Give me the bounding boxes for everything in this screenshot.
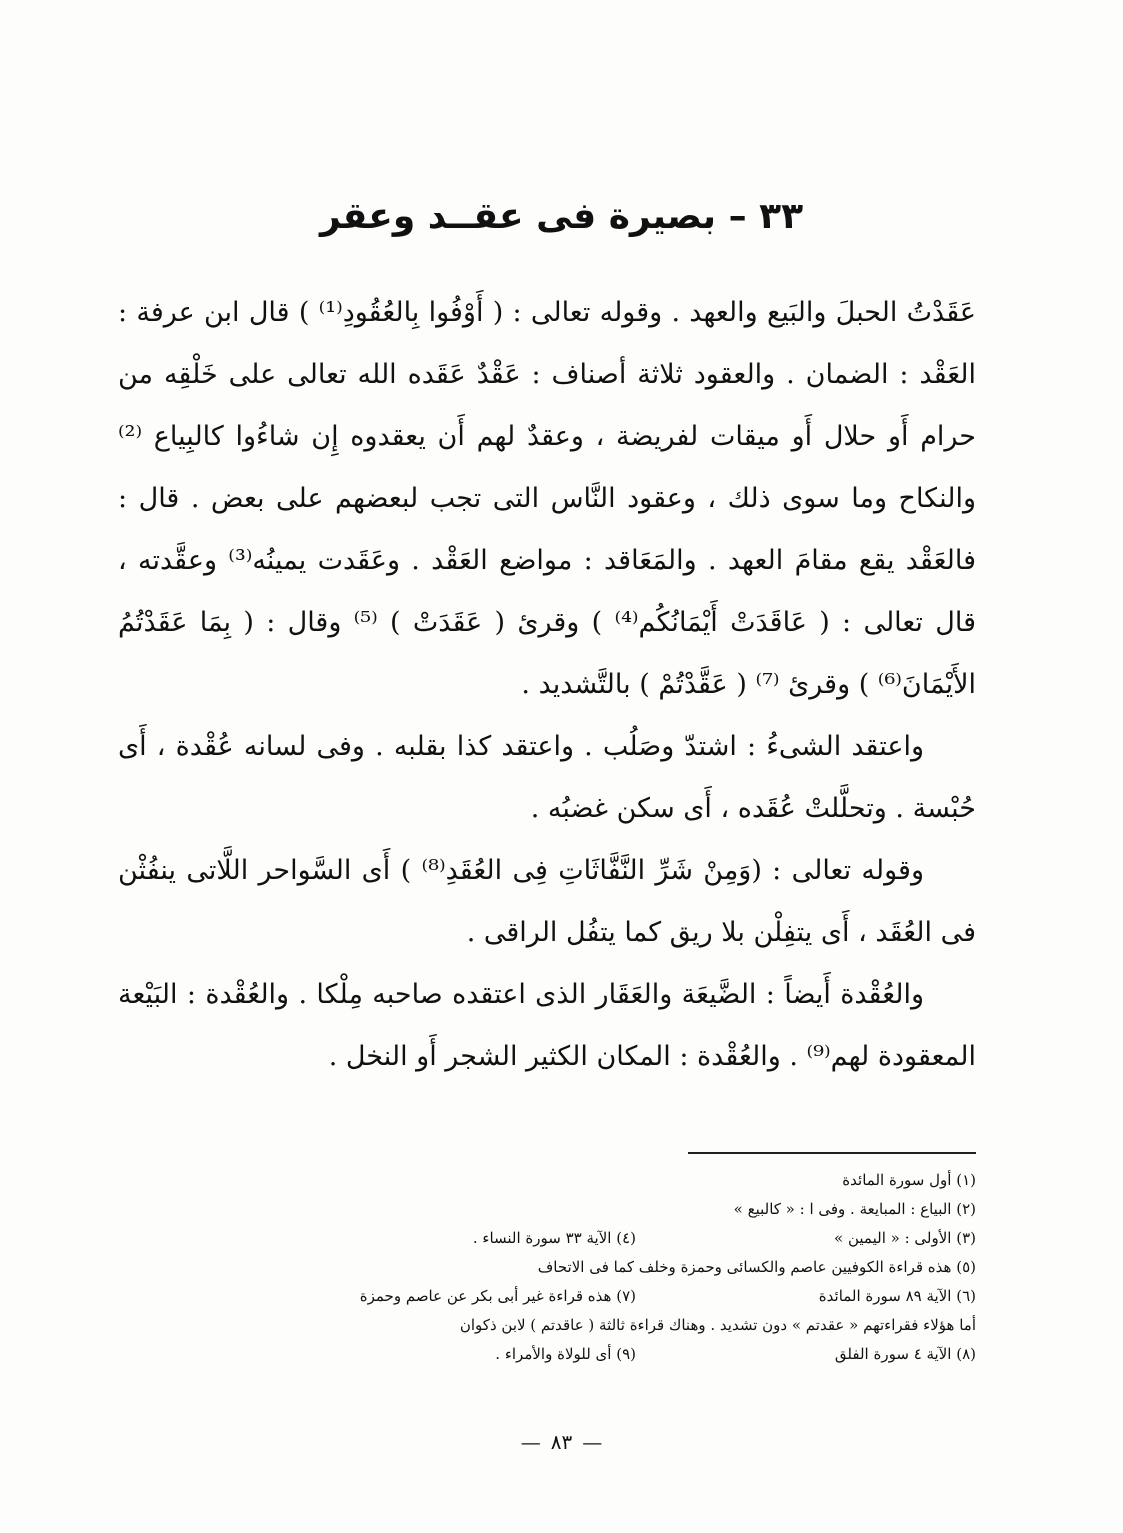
page-number-value: ٨٣: [550, 1430, 573, 1454]
paragraph-2: واعتقد الشىءُ : اشتدّ وصَلُب . واعتقد كذا بقلبه . وفى لسانه عُقْدة ، أَى حُبْسة . وتحلَّلتْ عُقَده ، أَى سكن غضبُه .: [118, 731, 976, 824]
page-number: [0, 1430, 1123, 1454]
footnote-6: (٦) الآية ٨٩ سورة المائدة: [818, 1287, 976, 1305]
footnote-row: [110, 1166, 976, 1195]
footnote-3: (٣) الأولى : « اليمين »: [834, 1229, 976, 1247]
footnote-7: (٧) هذه قراءة غير أبى بكر عن عاصم وحمزة: [359, 1287, 636, 1305]
paragraph-1: عَقَدْتُ الحبلَ والبَيع والعهد . وقوله تعالى : ( أَوْفُوا بِالعُقُودِ⁽¹⁾ ) قال ابن عرفة : العَقْد : الضمان . والعقود ثلاثة أصناف : عَقْدٌ عَقَده الله تعالى على خَلْقِه من حرام أَو حلال أَو ميقات لفريضة ، وعقدٌ لهم أَن يعقدوه إِن شاءُوا كالبِياع ⁽²⁾ والنكاح وما سوى ذلك ، وعقود النَّاس التى تجب لبعضهم على بعض . قال : فالعَقْد يقع مقامَ العهد . والمَعَاقد : مواضع العَقْد . وعَقَدت يمينُه⁽³⁾ وعقَّدته ، قال تعالى : ( عَاقَدَتْ أَيْمَانُكُم⁽⁴⁾ ) وقرئ ( عَقَدَتْ ) ⁽⁵⁾ وقال : ( بِمَا عَقَدْتُمُ الأَيْمَانَ⁽⁶⁾ ) وقرئ ⁽⁷⁾ ( عَقَّدْتُمْ ) بالتَّشديد .: [118, 297, 976, 700]
footnote-5: (٥) هذه قراءة الكوفيين عاصم والكسائى وحمزة وخلف كما فى الاتحاف: [537, 1258, 976, 1276]
section-title: ٣٣ – بصيرة فى عقــد وعقر: [319, 196, 804, 237]
paragraph-4: والعُقْدة أَيضاً : الضَّيعَة والعَقَار الذى اعتقده صاحبه مِلْكا . والعُقْدة : البَيْعة المعقودة لهم⁽⁹⁾ . والعُقْدة : المكان الكثير الشجر أَو النخل .: [118, 979, 976, 1072]
footnote-4: (٤) الآية ٣٣ سورة النساء .: [472, 1229, 636, 1247]
footnote-row: [110, 1253, 976, 1282]
footnote-1: (١) أول سورة المائدة: [842, 1171, 976, 1189]
footnote-row: [110, 1311, 976, 1340]
dash-decoration: —: [582, 1430, 603, 1454]
footnote-9: (٩) أى للولاة والأمراء .: [495, 1345, 636, 1363]
footnote-8: (٨) الآية ٤ سورة الفلق: [834, 1345, 976, 1363]
body-text: [118, 282, 976, 1088]
footnote-7-continuation: أما هؤلاء فقراءتهم « عقدتم » دون تشديد . وهناك قراءة ثالثة ( عاقدتم ) لابن ذكوان: [459, 1316, 976, 1334]
paragraph-3: وقوله تعالى : (وَمِنْ شَرِّ النَّفَّاثَاتِ فِى العُقَدِ⁽⁸⁾ ) أَى السَّواحر اللَّاتى ينفُثْن فى العُقَد ، أَى يتفِلْن بلا ريق كما يتفُل الراقى .: [118, 855, 976, 948]
footnotes: [110, 1166, 976, 1369]
footnote-2: (٢) البياع : المبايعة . وفى ا : « كالبيع »: [733, 1200, 976, 1218]
footnote-row: [110, 1224, 976, 1253]
footnote-divider: [688, 1152, 976, 1154]
footnote-row: [110, 1195, 976, 1224]
footnote-row: [110, 1340, 976, 1369]
footnote-row: [110, 1282, 976, 1311]
dash-decoration: —: [520, 1430, 541, 1454]
